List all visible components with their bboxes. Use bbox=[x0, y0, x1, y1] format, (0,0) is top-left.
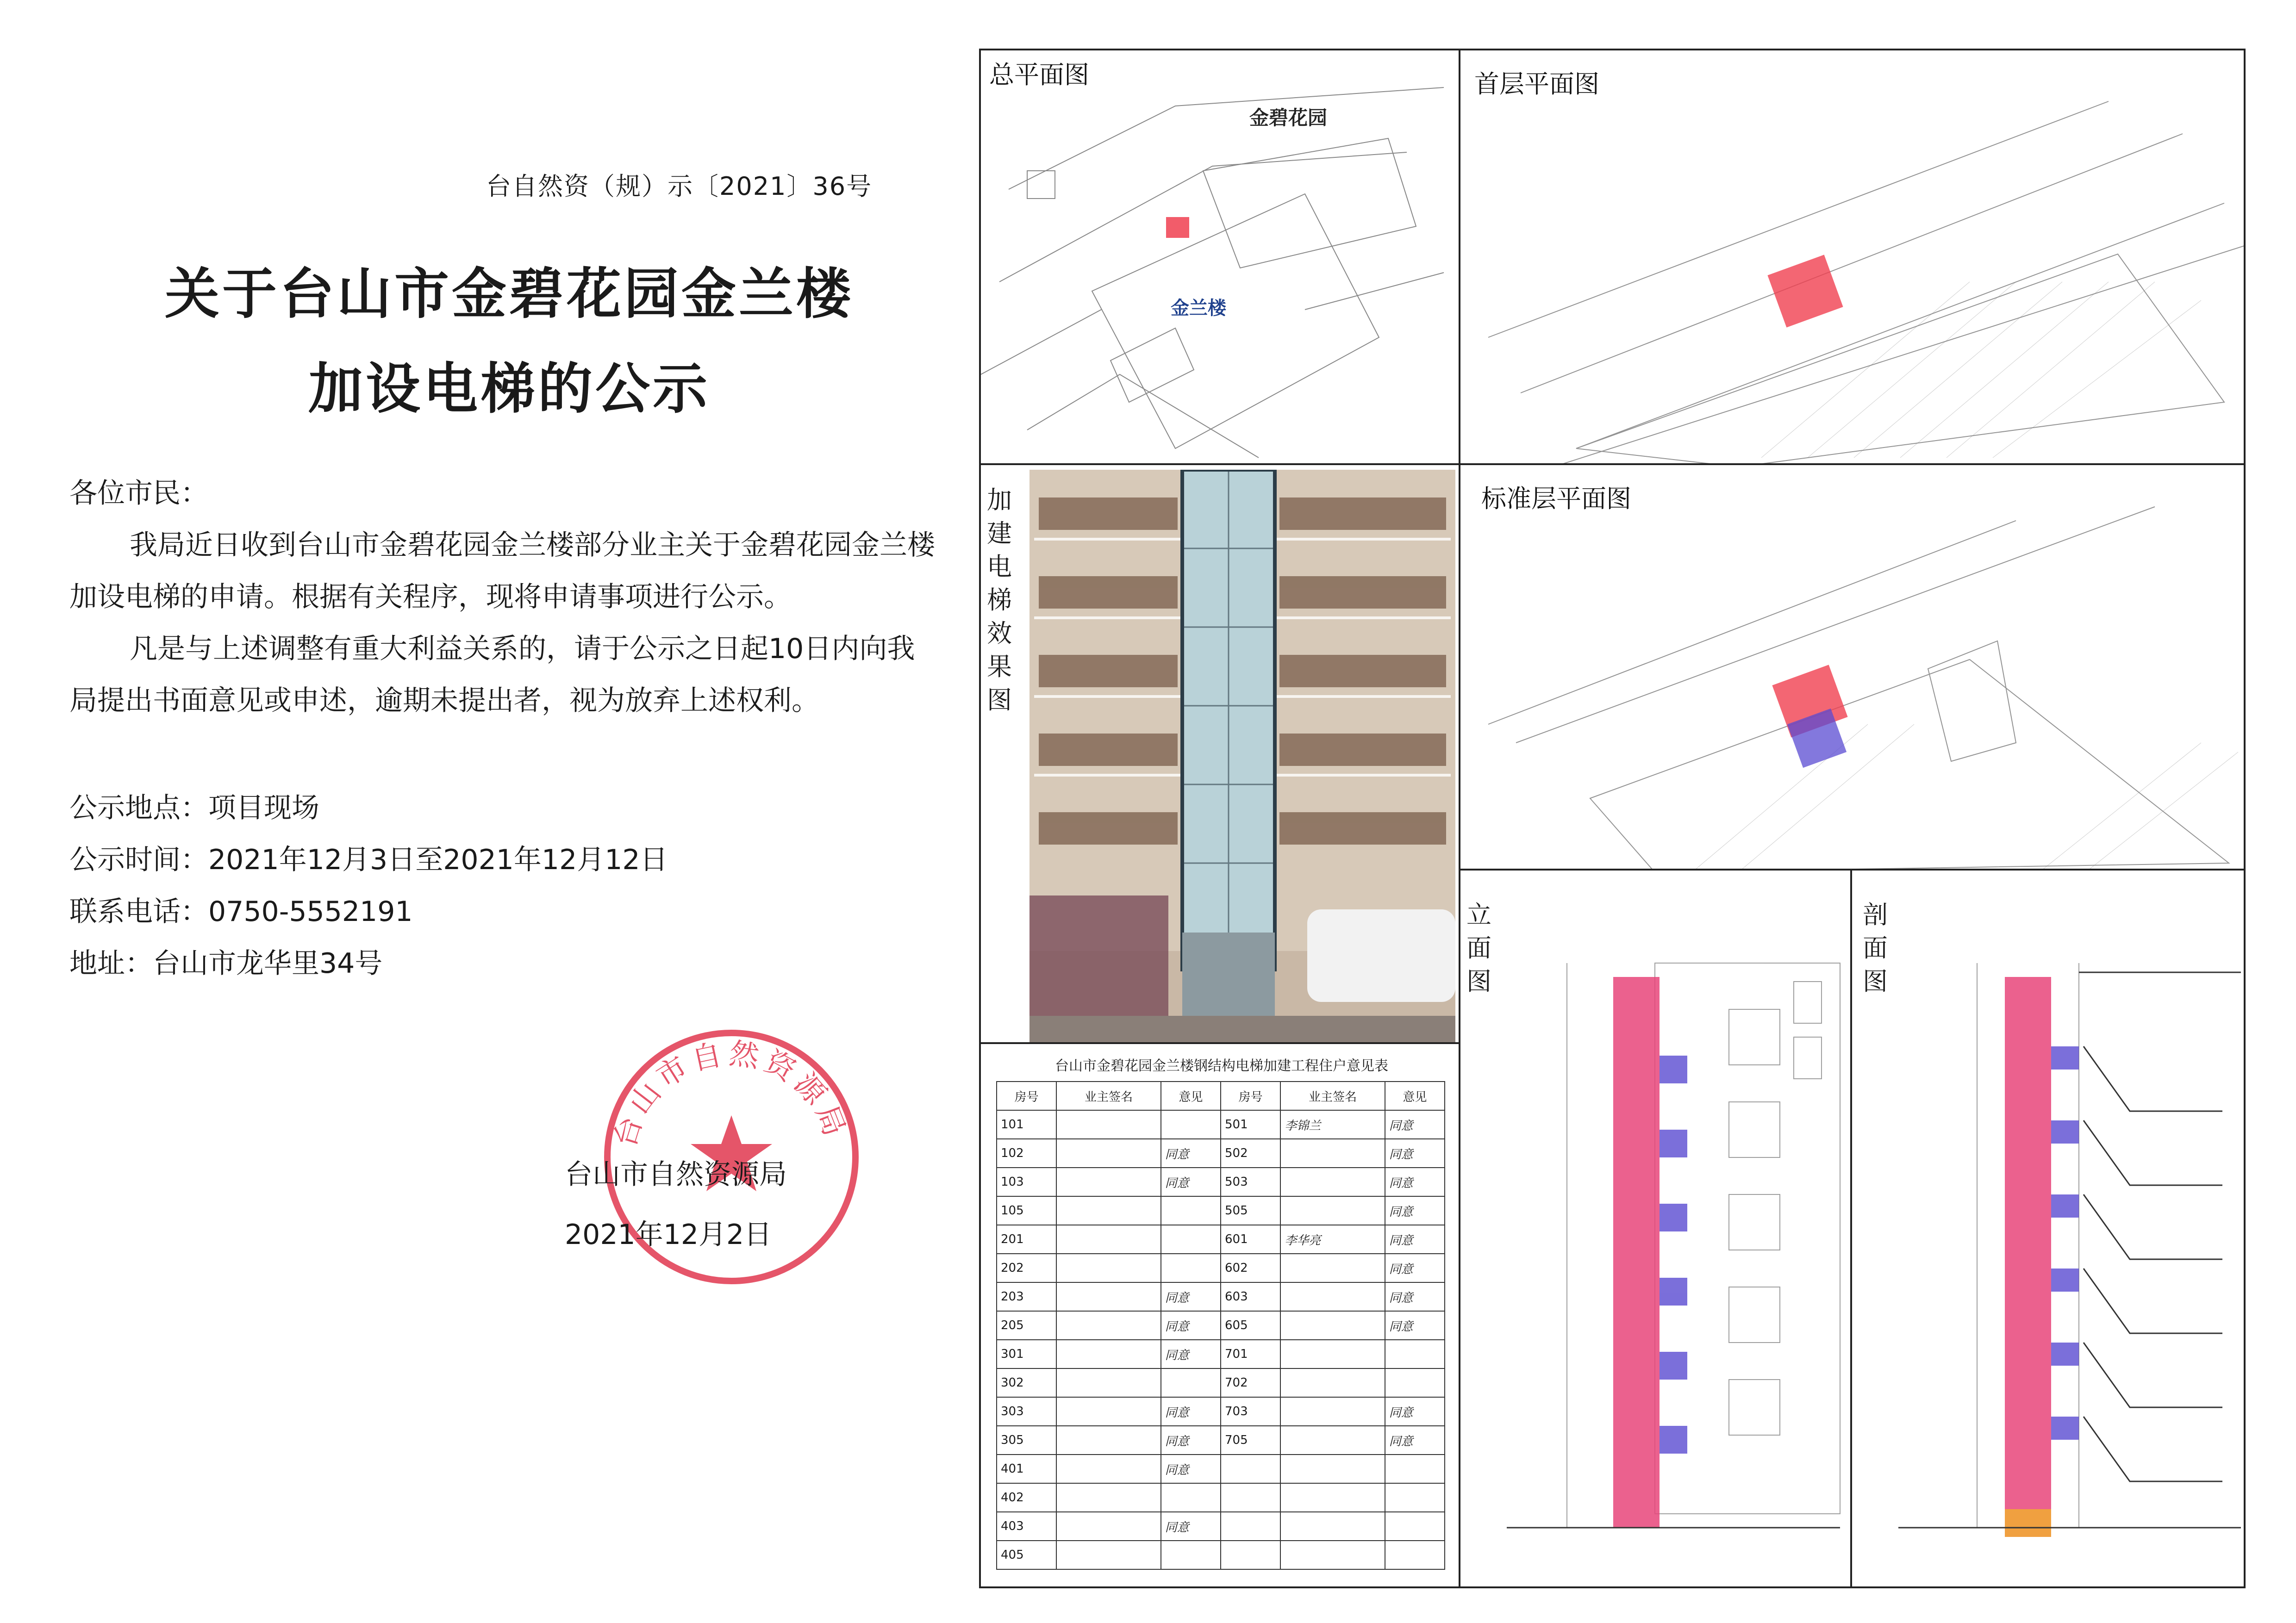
cell-room: 501 bbox=[1221, 1110, 1280, 1139]
ground-floor-panel bbox=[1459, 49, 2246, 465]
rendering-photo bbox=[1029, 470, 1455, 1044]
opinion-table-panel bbox=[979, 1042, 1460, 1588]
header-room: 房号 bbox=[997, 1082, 1056, 1110]
header-signature: 业主签名 bbox=[1056, 1082, 1160, 1110]
cell-opinion: 同意 bbox=[1385, 1139, 1445, 1168]
cell-room: 102 bbox=[997, 1139, 1056, 1168]
cell-signature bbox=[1056, 1168, 1160, 1196]
cell-opinion: 同意 bbox=[1161, 1455, 1221, 1483]
table-row bbox=[997, 1110, 1445, 1139]
table-row bbox=[997, 1225, 1445, 1254]
cell-opinion: 同意 bbox=[1385, 1426, 1445, 1455]
table-row bbox=[997, 1340, 1445, 1368]
cell-room: 702 bbox=[1221, 1368, 1280, 1397]
rendering-panel bbox=[979, 463, 1460, 1044]
cell-room: 103 bbox=[997, 1168, 1056, 1196]
cell-signature bbox=[1056, 1340, 1160, 1368]
cell-signature: 李华亮 bbox=[1280, 1225, 1385, 1254]
document-number: 台自然资（规）示〔2021〕36号 bbox=[486, 172, 873, 201]
address: 地址：台山市龙华里34号 bbox=[69, 947, 383, 980]
table-row bbox=[997, 1397, 1445, 1426]
section-panel bbox=[1850, 869, 2246, 1588]
cell-signature bbox=[1056, 1397, 1160, 1426]
cell-signature: 李锦兰 bbox=[1280, 1110, 1385, 1139]
cell-opinion bbox=[1385, 1340, 1445, 1368]
cell-signature bbox=[1056, 1541, 1160, 1569]
header-opinion: 意见 bbox=[1385, 1082, 1445, 1110]
notice-title-line2: 加设电梯的公示 bbox=[308, 357, 710, 421]
cell-room: 203 bbox=[997, 1282, 1056, 1311]
cell-opinion: 同意 bbox=[1161, 1340, 1221, 1368]
cell-signature bbox=[1056, 1139, 1160, 1168]
opinion-table bbox=[996, 1081, 1445, 1570]
paragraph-1: 我局近日收到台山市金碧花园金兰楼部分业主关于金碧花园金兰楼加设电梯的申请。根据有关程序，现将申请事项进行公示。 bbox=[69, 529, 935, 613]
cell-room: 301 bbox=[997, 1340, 1056, 1368]
cell-opinion bbox=[1385, 1368, 1445, 1397]
cell-opinion bbox=[1161, 1541, 1221, 1569]
period: 公示时间：2021年12月3日至2021年12月12日 bbox=[69, 844, 668, 876]
table-row bbox=[997, 1512, 1445, 1541]
site-plan-panel bbox=[979, 49, 1460, 465]
cell-room: 403 bbox=[997, 1512, 1056, 1541]
issue-date: 2021年12月2日 bbox=[565, 1219, 772, 1251]
cell-opinion: 同意 bbox=[1385, 1168, 1445, 1196]
section-drawing bbox=[1852, 871, 2246, 1588]
ground-floor-drawing bbox=[1460, 50, 2246, 465]
cell-room: 402 bbox=[997, 1483, 1056, 1512]
cell-room: 601 bbox=[1221, 1225, 1280, 1254]
cell-room: 605 bbox=[1221, 1311, 1280, 1340]
cell-signature bbox=[1280, 1196, 1385, 1225]
cell-room: 503 bbox=[1221, 1168, 1280, 1196]
table-row bbox=[997, 1139, 1445, 1168]
cell-opinion: 同意 bbox=[1161, 1512, 1221, 1541]
cell-opinion: 同意 bbox=[1385, 1397, 1445, 1426]
garden-name: 金碧花园 bbox=[1249, 106, 1328, 129]
cell-signature bbox=[1280, 1254, 1385, 1282]
cell-opinion: 同意 bbox=[1385, 1254, 1445, 1282]
elevation-drawing bbox=[1460, 871, 1852, 1588]
cell-room: 303 bbox=[997, 1397, 1056, 1426]
cell-room: 302 bbox=[997, 1368, 1056, 1397]
cell-opinion bbox=[1161, 1196, 1221, 1225]
table-row bbox=[997, 1541, 1445, 1569]
cell-signature bbox=[1280, 1426, 1385, 1455]
table-row bbox=[997, 1282, 1445, 1311]
cell-room bbox=[1221, 1541, 1280, 1569]
elevation-panel bbox=[1459, 869, 1852, 1588]
building-name: 金兰楼 bbox=[1171, 298, 1226, 319]
table-row bbox=[997, 1196, 1445, 1225]
notice-body bbox=[69, 467, 940, 727]
table-row bbox=[997, 1368, 1445, 1397]
cell-room: 602 bbox=[1221, 1254, 1280, 1282]
cell-room: 201 bbox=[997, 1225, 1056, 1254]
greeting: 各位市民： bbox=[69, 477, 208, 510]
notice-info bbox=[69, 782, 668, 989]
cell-signature bbox=[1056, 1483, 1160, 1512]
rendering-label: 加建电梯效果图 bbox=[987, 485, 1012, 715]
cell-opinion: 同意 bbox=[1161, 1282, 1221, 1311]
cell-room: 401 bbox=[997, 1455, 1056, 1483]
table-row bbox=[997, 1426, 1445, 1455]
cell-signature bbox=[1056, 1311, 1160, 1340]
cell-room: 305 bbox=[997, 1426, 1056, 1455]
cell-room bbox=[1221, 1512, 1280, 1541]
cell-signature bbox=[1056, 1455, 1160, 1483]
cell-signature bbox=[1056, 1282, 1160, 1311]
cell-signature bbox=[1280, 1483, 1385, 1512]
cell-opinion bbox=[1385, 1541, 1445, 1569]
cell-signature bbox=[1280, 1139, 1385, 1168]
cell-signature bbox=[1280, 1455, 1385, 1483]
cell-signature bbox=[1280, 1368, 1385, 1397]
cell-signature bbox=[1280, 1340, 1385, 1368]
opinion-table-title: 台山市金碧花园金兰楼钢结构电梯加建工程住户意见表 bbox=[1055, 1058, 1388, 1074]
cell-room bbox=[1221, 1455, 1280, 1483]
cell-room: 205 bbox=[997, 1311, 1056, 1340]
cell-opinion bbox=[1161, 1254, 1221, 1282]
cell-room: 101 bbox=[997, 1110, 1056, 1139]
table-header-row bbox=[997, 1082, 1445, 1110]
cell-room: 701 bbox=[1221, 1340, 1280, 1368]
cell-signature bbox=[1280, 1311, 1385, 1340]
cell-signature bbox=[1056, 1426, 1160, 1455]
cell-opinion: 同意 bbox=[1161, 1311, 1221, 1340]
cell-opinion bbox=[1385, 1483, 1445, 1512]
cell-signature bbox=[1280, 1282, 1385, 1311]
cell-room: 603 bbox=[1221, 1282, 1280, 1311]
cell-opinion: 同意 bbox=[1385, 1110, 1445, 1139]
cell-opinion: 同意 bbox=[1161, 1426, 1221, 1455]
cell-signature bbox=[1056, 1512, 1160, 1541]
cell-opinion bbox=[1161, 1110, 1221, 1139]
table-row bbox=[997, 1254, 1445, 1282]
cell-opinion: 同意 bbox=[1385, 1196, 1445, 1225]
cell-signature bbox=[1056, 1254, 1160, 1282]
cell-opinion bbox=[1161, 1483, 1221, 1512]
location: 公示地点：项目现场 bbox=[69, 792, 319, 824]
cell-signature bbox=[1056, 1196, 1160, 1225]
issuer: 台山市自然资源局 bbox=[565, 1158, 787, 1191]
cell-signature bbox=[1280, 1397, 1385, 1426]
table-row bbox=[997, 1168, 1445, 1196]
cell-signature bbox=[1280, 1168, 1385, 1196]
standard-floor-label: 标准层平面图 bbox=[1481, 484, 1631, 513]
cell-room: 505 bbox=[1221, 1196, 1280, 1225]
cell-signature bbox=[1280, 1512, 1385, 1541]
cell-opinion: 同意 bbox=[1385, 1311, 1445, 1340]
cell-signature bbox=[1280, 1541, 1385, 1569]
cell-opinion: 同意 bbox=[1385, 1225, 1445, 1254]
cell-opinion: 同意 bbox=[1161, 1139, 1221, 1168]
ground-floor-label: 首层平面图 bbox=[1474, 69, 1599, 99]
table-row bbox=[997, 1483, 1445, 1512]
paragraph-2: 凡是与上述调整有重大利益关系的，请于公示之日起10日内向我局提出书面意见或申述，逾期未提出者，视为放弃上述权利。 bbox=[69, 633, 915, 717]
cell-room: 202 bbox=[997, 1254, 1056, 1282]
standard-floor-panel bbox=[1459, 463, 2246, 871]
site-plan-label: 总平面图 bbox=[989, 60, 1089, 89]
cell-opinion bbox=[1385, 1455, 1445, 1483]
cell-room: 705 bbox=[1221, 1426, 1280, 1455]
section-label: 剖面图 bbox=[1863, 900, 1888, 996]
cell-opinion bbox=[1161, 1225, 1221, 1254]
header-opinion: 意见 bbox=[1161, 1082, 1221, 1110]
header-signature: 业主签名 bbox=[1280, 1082, 1385, 1110]
cell-opinion bbox=[1161, 1368, 1221, 1397]
table-row bbox=[997, 1311, 1445, 1340]
notice-title-line1: 关于台山市金碧花园金兰楼 bbox=[164, 262, 854, 326]
cell-room: 105 bbox=[997, 1196, 1056, 1225]
cell-signature bbox=[1056, 1225, 1160, 1254]
cell-room bbox=[1221, 1483, 1280, 1512]
cell-room: 405 bbox=[997, 1541, 1056, 1569]
svg-text:台山市自然资源局: 台山市自然资源局 bbox=[608, 1036, 854, 1151]
phone: 联系电话：0750-5552191 bbox=[69, 895, 413, 928]
table-row bbox=[997, 1455, 1445, 1483]
cell-opinion bbox=[1385, 1512, 1445, 1541]
cell-room: 703 bbox=[1221, 1397, 1280, 1426]
cell-opinion: 同意 bbox=[1385, 1282, 1445, 1311]
elevation-label: 立面图 bbox=[1466, 900, 1491, 996]
cell-opinion: 同意 bbox=[1161, 1168, 1221, 1196]
header-room: 房号 bbox=[1221, 1082, 1280, 1110]
standard-floor-drawing bbox=[1460, 465, 2246, 871]
cell-signature bbox=[1056, 1110, 1160, 1139]
cell-signature bbox=[1056, 1368, 1160, 1397]
cell-opinion: 同意 bbox=[1161, 1397, 1221, 1426]
cell-room: 502 bbox=[1221, 1139, 1280, 1168]
site-plan-drawing bbox=[981, 50, 1460, 465]
